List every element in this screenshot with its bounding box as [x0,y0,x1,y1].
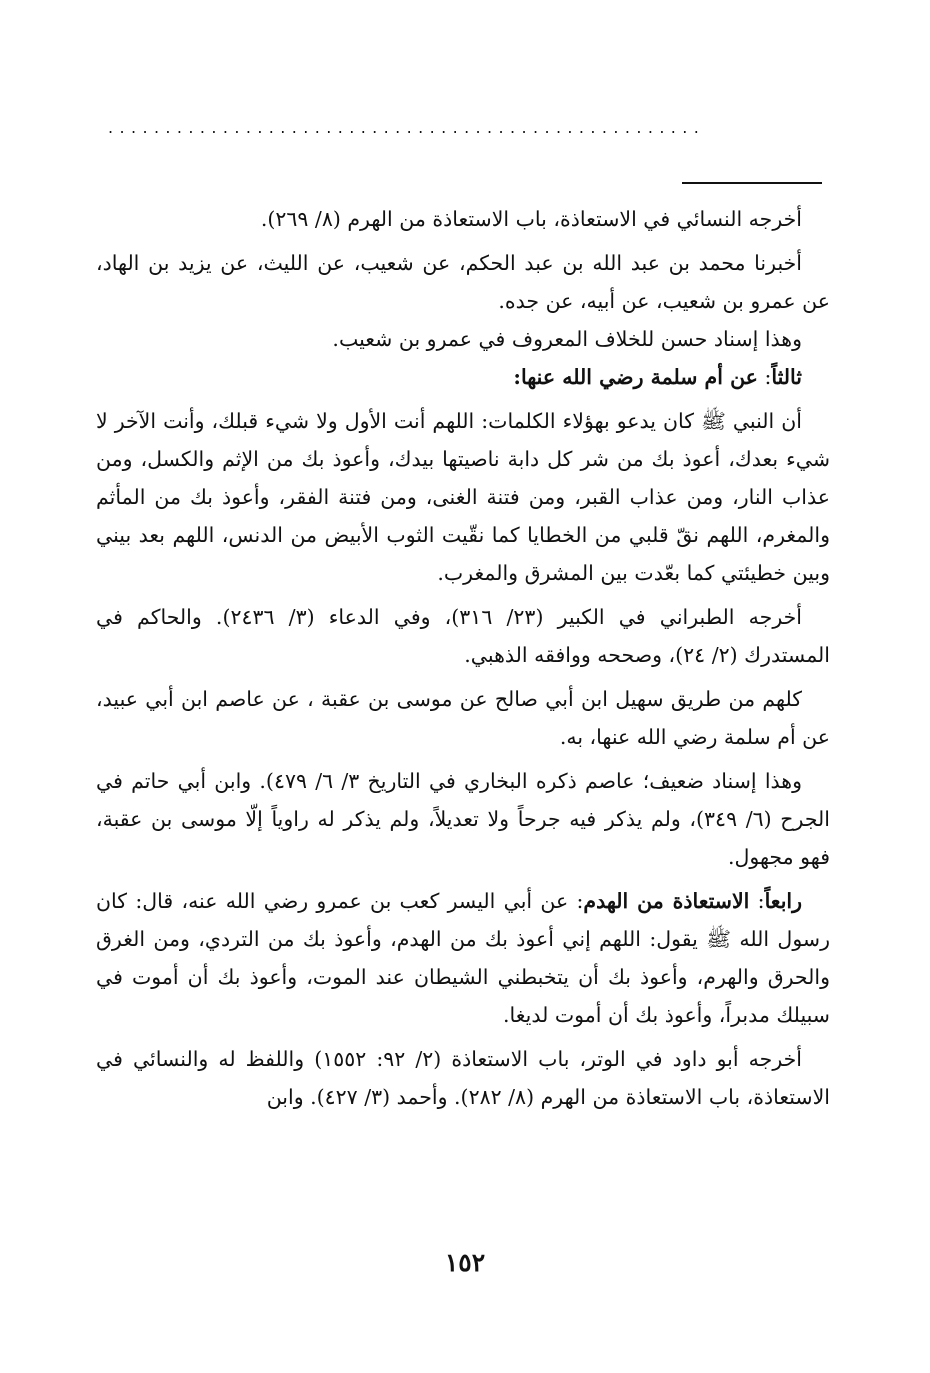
paragraph [96,200,830,238]
heading-title: عن أم سلمة رضي الله عنها: [513,365,758,389]
heading-label: ثالثاً [771,365,802,389]
paragraph [96,1040,830,1116]
paragraph [96,244,830,320]
text-run: وهذا إسناد ضعيف؛ عاصم ذكره البخاري في التاريخ ٣/ ٦/ ٤٧٩). وابن أبي حاتم في الجرح (٦/ ٣٤٩)، ولم يذكر فيه جرحاً ولا تعديلاً، ولم يذكر له راوياً إلّا موسى بن عقبة، فهو مجهول. [96,769,831,869]
paragraph [96,402,830,592]
text-run: وهذا إسناد حسن للخلاف المعروف في عمرو بن شعيب. [332,327,802,351]
paragraph [96,598,830,674]
section-heading [96,358,830,396]
paragraph [96,320,830,358]
paragraph [96,762,830,876]
text-run: أن النبي ﷺ كان يدعو بهؤلاء الكلمات: اللهم أنت الأول ولا شيء قبلك، وأنت الآخر لا شيء بعدك، أعوذ بك من شر كل دابة ناصيتها بيدك، وأعوذ بك من الإثم والكسل، ومن عذاب النار، ومن عذاب القبر، ومن فتنة الغنى، ومن فتنة الفقر، وأعوذ بك من المأثم والمغرم، اللهم نقّ قلبي من الخطايا كما نقّيت الثوب الأبيض من الدنس، اللهم بعد بيني وبين خطيئتي كما بعّدت بين المشرق والمغرب. [96,409,830,585]
paragraph [96,680,830,756]
page-body-text [96,200,830,1116]
section-paragraph [96,882,830,1034]
heading-label: رابعاً [764,889,802,913]
page-number: ١٥٢ [444,1248,486,1277]
text-run: أخرجه أبو داود في الوتر، باب الاستعاذة (٢/ ٩٢: ١٥٥٢) واللفظ له والنسائي في الاستعاذة، باب الاستعاذة من الهرم (٨/ ٢٨٢). وأحمد (٣/ ٤٢٧). وابن [96,1047,830,1109]
text-run: كلهم من طريق سهيل ابن أبي صالح عن موسى بن عقبة ، عن عاصم ابن أبي عبيد، عن أم سلمة رضي الله عنها، به. [96,687,830,749]
text-run: أخبرنا محمد بن عبد الله بن عبد الحكم، عن شعيب، عن الليث، عن يزيد بن الهاد، عن عمرو بن شعيب، عن أبيه، عن جده. [96,251,830,313]
text-run: : عن أبي اليسر كعب بن عمرو رضي الله عنه، قال: كان رسول الله ﷺ يقول: اللهم إني أعوذ بك من الهدم، وأعوذ بك من التردي، ومن الغرق والحرق والهرم، وأعوذ بك أن يتخبطني الشيطان عند الموت، وأعوذ بك أن أموت في سبيلك مدبراً، وأعوذ بك أن أموت لديغا. [96,889,830,1027]
heading-title: الاستعاذة من الهدم [583,889,750,913]
text-run: : [757,365,772,389]
text-run: أخرجه النسائي في الاستعاذة، باب الاستعاذة من الهرم (٨/ ٢٦٩). [260,207,802,231]
footnote-separator-rule [682,182,822,184]
text-run: أخرجه الطبراني في الكبير (٢٣/ ٣١٦)، وفي الدعاء (٣/ ٢٤٣٦). والحاكم في المستدرك (٢/ ٢٤)، وصححه ووافقه الذهبي. [96,605,830,667]
text-run: : [749,889,765,913]
header-dotted-separator: .................................................... [108,118,706,137]
